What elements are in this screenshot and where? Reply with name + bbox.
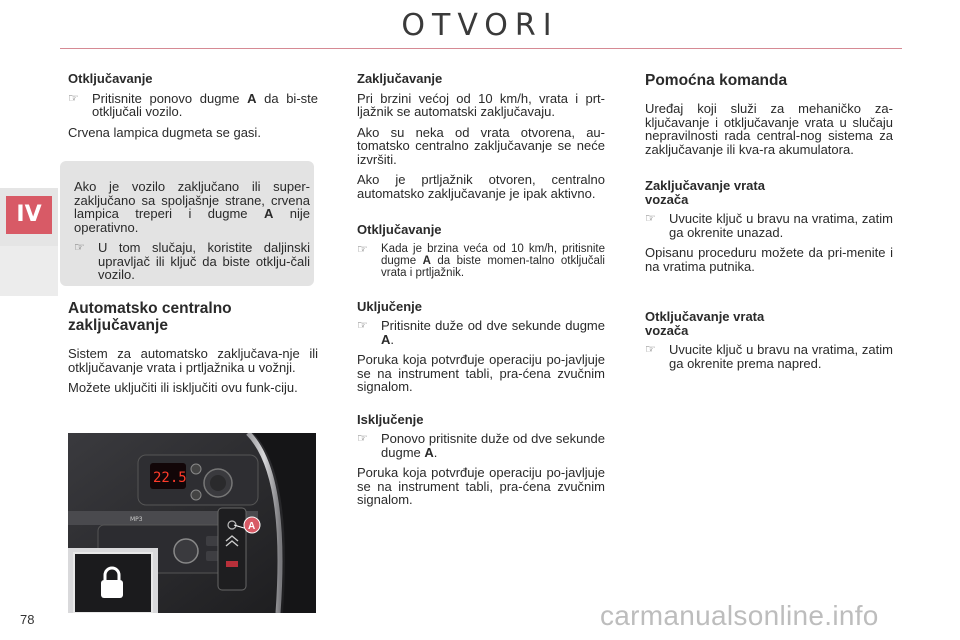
page-title: OTVORI: [401, 8, 559, 43]
on-bullet-end: .: [390, 331, 395, 347]
watermark: carmanualsonline.info: [600, 600, 879, 631]
auto-section: [68, 300, 318, 402]
on-heading: Uključenje: [357, 298, 423, 314]
note-bullet-text: U tom slučaju, koristite daljinski upravljač ili ključ da biste otklju-čali vozilo.: [98, 240, 310, 282]
note-box: [60, 161, 314, 286]
pointing-hand-icon: ☞: [645, 211, 656, 225]
driver-lock-bullet: [645, 212, 893, 239]
pointing-hand-icon: ☞: [357, 431, 368, 445]
off-bullet-text: Ponovo pritisnite duže od dve sekunde dugme: [381, 431, 605, 460]
aux-heading: Pomoćna komanda: [645, 72, 788, 89]
pointing-hand-icon: ☞: [645, 342, 656, 356]
on-paragraph: Poruka koja potvrđuje operaciju po-javljuje se na instrument tabli, pra-ćena zvučnim signalom.: [357, 352, 605, 394]
column-middle: [357, 72, 605, 514]
off-bullet: [357, 432, 605, 459]
off-paragraph: Poruka koja potvrđuje operaciju po-javljuje se na instrument tabli, pra-ćena zvučnim signalom.: [357, 465, 605, 507]
passenger-paragraph: Opisanu proceduru možete da pri-menite i na vratima putnika.: [645, 245, 893, 274]
button-a-ref: A: [263, 206, 274, 221]
column-left: [68, 72, 318, 146]
note-bullet: [74, 241, 310, 282]
button-a-ref: A: [381, 331, 391, 347]
button-a-ref: A: [247, 90, 257, 106]
auto-paragraph-1: Sistem za automatsko zaključava-nje ili otključavanje vrata i prtljažnika u vožnji.: [68, 346, 318, 375]
lock-paragraph-3: Ako je prtljažnik otvoren, centralno automatsko zaključavanje je ipak aktivno.: [357, 172, 605, 201]
auto-heading: Automatsko centralno zaključavanje: [68, 300, 232, 334]
unlock-bullet-text: Pritisnite ponovo dugme: [92, 90, 248, 106]
pointing-hand-icon: ☞: [357, 241, 368, 256]
lock-paragraph-1: Pri brzini većoj od 10 km/h, vrata i prt-ljažnik se automatski zaključavaju.: [357, 90, 605, 119]
aux-intro: Uređaj koji služi za mehaničko za-ključavanje i otključavanje vrata u slučaju nepravilnosti rada central-nog sistema za zaključavanje ili kva-ra akumulatora.: [645, 101, 893, 157]
button-a-ref: A: [424, 444, 434, 460]
sidebar-tab-bg-lower: [0, 246, 58, 296]
unlock-bullet-text-end: da bi-ste otključali vozilo.: [92, 90, 318, 119]
title-divider: [60, 48, 902, 49]
pointing-hand-icon: ☞: [357, 318, 368, 332]
red-light-text: Crvena lampica dugmeta se gasi.: [68, 124, 261, 140]
climate-display: 22.5: [153, 470, 187, 486]
chapter-badge: IV: [6, 196, 52, 234]
pointing-hand-icon: ☞: [68, 90, 79, 105]
unlock-heading: Otključavanje: [68, 71, 153, 86]
page-number: 78: [20, 612, 35, 627]
on-bullet: [357, 319, 605, 346]
off-heading: Isključenje: [357, 411, 424, 427]
lock-heading: Zaključavanje: [357, 71, 443, 86]
driver-unlock-heading: Otključavanje vrata vozača: [645, 309, 765, 338]
button-a-ref: A: [422, 254, 431, 267]
driver-unlock-bullet: [645, 343, 893, 370]
pointing-hand-icon: ☞: [74, 240, 85, 254]
column-right: [645, 72, 893, 377]
dashboard-photo: [68, 433, 316, 613]
radio-label: MP3: [130, 516, 143, 523]
driver-lock-bullet-text: Uvucite ključ u bravu na vratima, zatim ga okrenite unazad.: [669, 211, 893, 240]
unlock-bullet-2: [357, 243, 605, 279]
note-text-start: Ako je vozilo zaključano ili super-zaključano sa spoljašnje strane, crvena lampica treperi i dugme: [74, 179, 310, 221]
callout-a-label: A: [248, 521, 256, 532]
unlock-bullet: [68, 92, 318, 119]
unlock-bullet-2-text: Kada je brzina veća od 10 km/h, pritisnite dugme: [381, 242, 605, 267]
auto-paragraph-2: Možete uključiti ili isključiti ovu funk-ciju.: [68, 380, 298, 395]
unlock-bullet-2-text-end: da biste momen-talno otključali vrata i prtljažnik.: [381, 254, 605, 279]
note-text-end: nije operativno.: [74, 206, 310, 235]
unlock-heading-2: Otključavanje: [357, 222, 442, 237]
lock-paragraph-2: Ako su neka od vrata otvorena, au-tomatsko centralno zaključavanje se neće izvršiti.: [357, 124, 605, 167]
driver-unlock-bullet-text: Uvucite ključ u bravu na vratima, zatim ga okrenite prema napred.: [669, 342, 893, 371]
note-text: [74, 180, 310, 234]
on-bullet-text: Pritisnite duže od dve sekunde dugme: [381, 318, 605, 333]
off-bullet-end: .: [433, 444, 438, 460]
driver-lock-heading: Zaključavanje vrata vozača: [645, 178, 765, 207]
